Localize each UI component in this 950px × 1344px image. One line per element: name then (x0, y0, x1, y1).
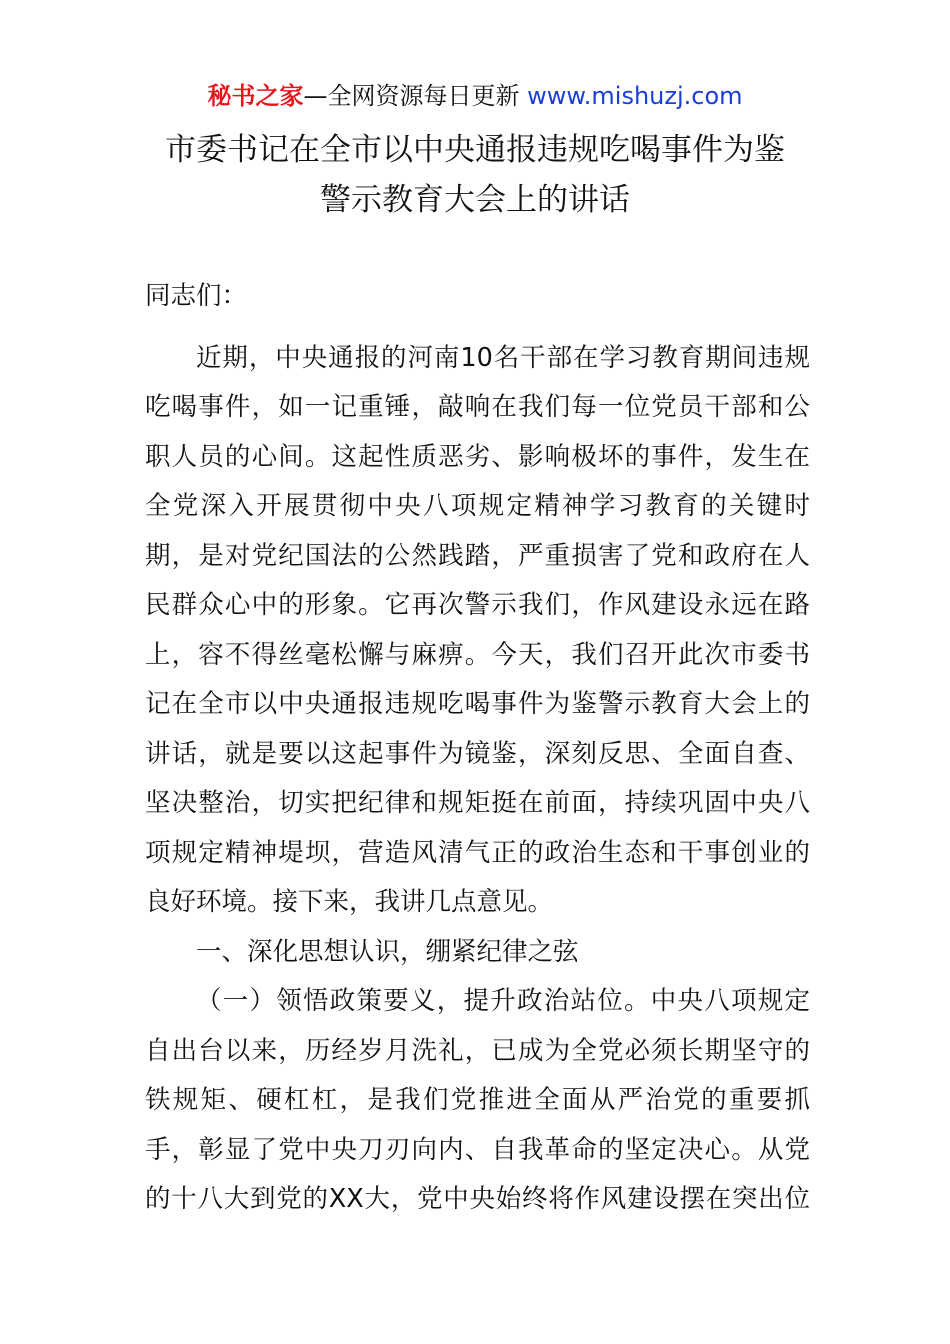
document-title (100, 125, 850, 225)
paragraph-1 (145, 334, 810, 928)
document-body (145, 272, 810, 1225)
salutation: 同志们： (145, 281, 248, 311)
paragraph-line: 期，是对党纪国法的公然践踏，严重损害了党和政府在人 (145, 540, 810, 571)
paragraph-line: 手，彰显了党中央刀刃向内、自我革命的坚定决心。从党 (145, 1134, 810, 1165)
site-brand: 秘书之家 (207, 82, 304, 110)
paragraph-line: （一）领悟政策要义，提升政治站位。中央八项规定 (196, 986, 810, 1016)
paragraph-line: 良好环境。接下来，我讲几点意见。 (145, 887, 554, 917)
paragraph-line: 坚决整治，切实把纪律和规矩挺在前面，持续巩固中央八 (145, 788, 810, 818)
site-header (0, 80, 950, 112)
site-url-link[interactable]: www.mishuzj.com (527, 82, 743, 110)
document-title-line-1: 市委书记在全市以中央通报违规吃喝事件为鉴 (165, 132, 785, 168)
section-heading-1: 一、深化思想认识，绷紧纪律之弦 (196, 936, 579, 967)
paragraph-line: 吃喝事件，如一记重锤，敲响在我们每一位党员干部和公 (145, 392, 810, 422)
site-tagline: —全网资源每日更新 (303, 82, 528, 110)
paragraph-line: 上，容不得丝毫松懈与麻痹。今天，我们召开此次市委书 (145, 639, 810, 670)
paragraph-line: 的十八大到党的XX大，党中央始终将作风建设摆在突出位 (145, 1184, 810, 1214)
paragraph-line: 民群众心中的形象。它再次警示我们，作风建设永远在路 (145, 590, 810, 620)
paragraph-line: 项规定精神堤坝，营造风清气正的政治生态和干事创业的 (145, 837, 810, 868)
paragraph-2 (145, 977, 810, 1225)
paragraph-line: 自出台以来，历经岁月洗礼，已成为全党必须长期坚守的 (145, 1035, 810, 1066)
document-title-line-2: 警示教育大会上的讲话 (320, 182, 630, 218)
paragraph-line: 铁规矩、硬杠杠，是我们党推进全面从严治党的重要抓 (145, 1085, 810, 1115)
paragraph-line: 近期，中央通报的河南10名干部在学习教育期间违规 (196, 342, 810, 373)
paragraph-line: 全党深入开展贯彻中央八项规定精神学习教育的关键时 (145, 491, 810, 521)
paragraph-line: 讲话，就是要以这起事件为镜鉴，深刻反思、全面自查、 (145, 738, 810, 769)
paragraph-line: 职人员的心间。这起性质恶劣、影响极坏的事件，发生在 (145, 441, 810, 472)
paragraph-line: 记在全市以中央通报违规吃喝事件为鉴警示教育大会上的 (145, 689, 810, 719)
